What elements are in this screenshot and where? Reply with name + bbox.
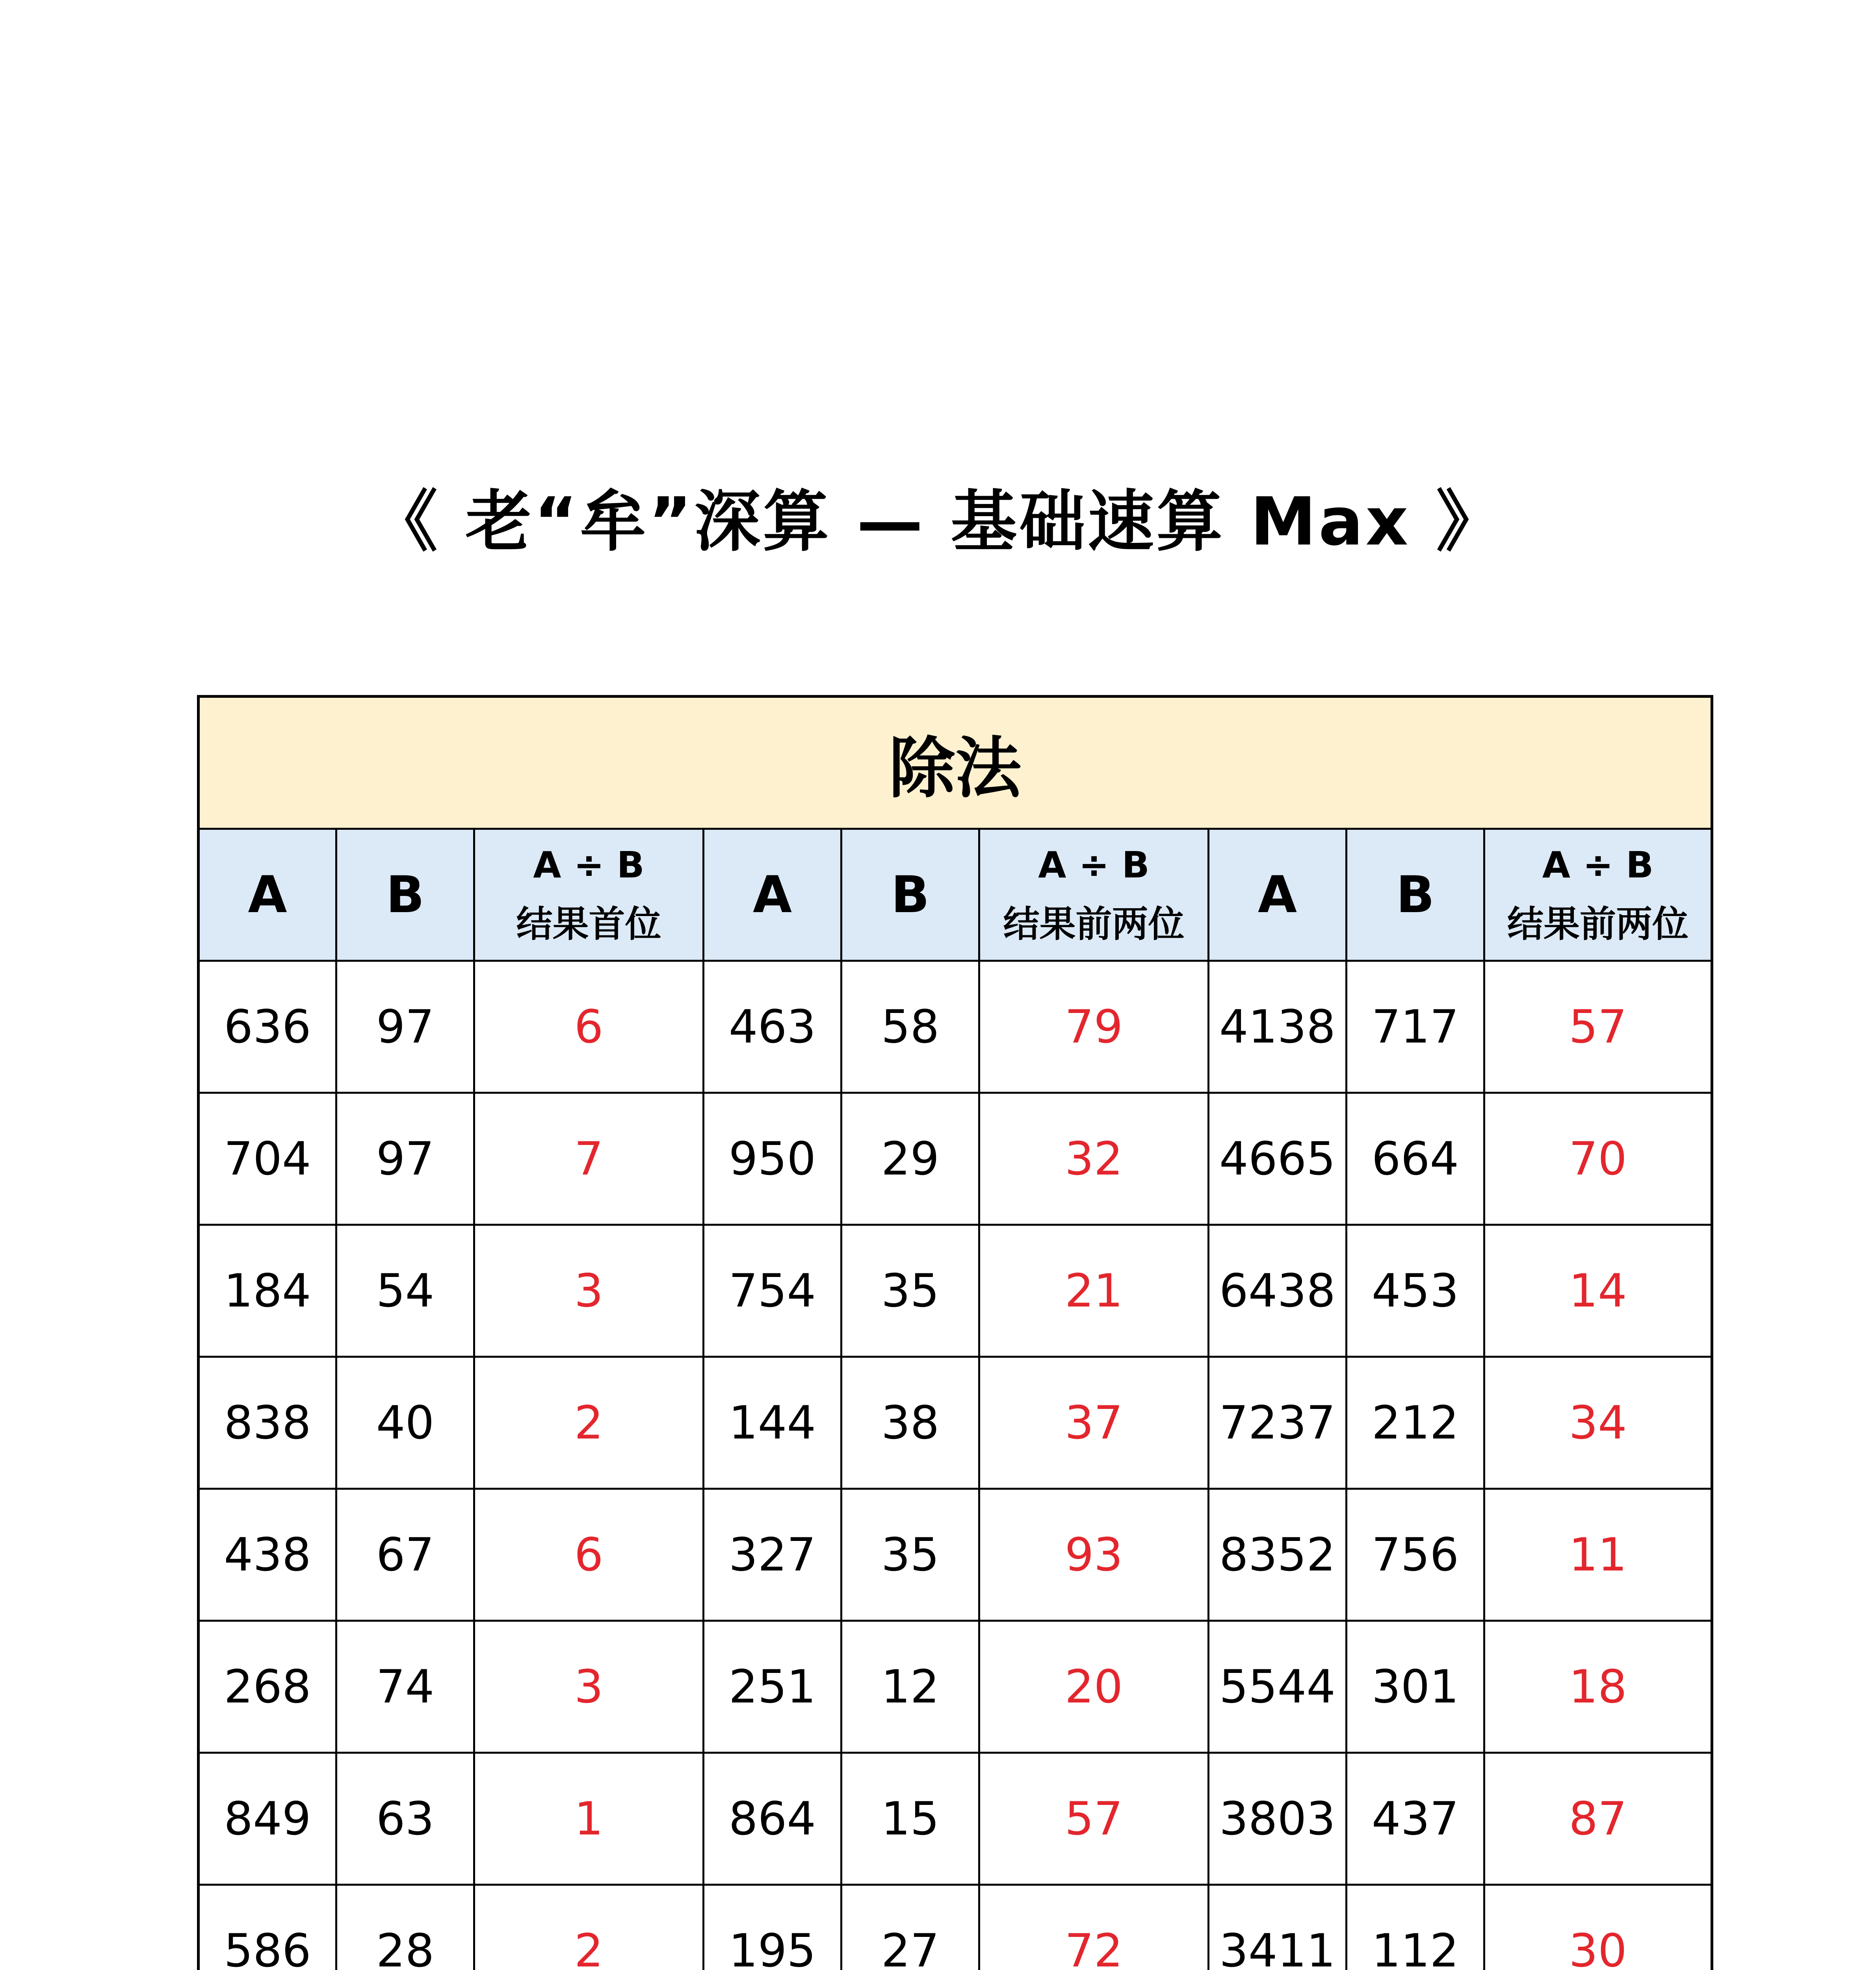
dividend-cell: 7237: [1209, 1357, 1347, 1489]
dividend-cell: 144: [704, 1357, 841, 1489]
answer-cell: 70: [1484, 1093, 1712, 1225]
divisor-cell: 40: [336, 1357, 474, 1489]
divisor-cell: 301: [1347, 1621, 1484, 1753]
answer-cell: 3: [474, 1621, 704, 1753]
divisor-cell: 97: [336, 961, 474, 1093]
dividend-cell: 184: [199, 1225, 336, 1357]
answer-cell: 7: [474, 1093, 704, 1225]
column-header: A: [1209, 829, 1347, 961]
answer-cell: 2: [474, 1885, 704, 1970]
dividend-cell: 463: [704, 961, 841, 1093]
dividend-cell: 327: [704, 1489, 841, 1621]
table-body: [199, 961, 1712, 1970]
column-header: B: [1347, 829, 1484, 961]
dividend-cell: 3411: [1209, 1885, 1347, 1970]
column-header: [979, 829, 1209, 961]
divisor-cell: 112: [1347, 1885, 1484, 1970]
dividend-cell: 754: [704, 1225, 841, 1357]
divisor-cell: 58: [841, 961, 979, 1093]
answer-cell: 1: [474, 1753, 704, 1885]
answer-cell: 3: [474, 1225, 704, 1357]
dividend-cell: 251: [704, 1621, 841, 1753]
column-header-description: 结果前两位: [1003, 903, 1185, 945]
section-row: [199, 697, 1712, 829]
column-header-row: [199, 829, 1712, 961]
divisor-cell: 67: [336, 1489, 474, 1621]
divisor-cell: 437: [1347, 1753, 1484, 1885]
division-worksheet-table: [197, 695, 1713, 1970]
answer-cell: 93: [979, 1489, 1209, 1621]
dividend-cell: 8352: [1209, 1489, 1347, 1621]
column-header-description: 结果首位: [516, 903, 661, 945]
column-header-operation: A ÷ B: [1038, 844, 1150, 886]
answer-cell: 6: [474, 961, 704, 1093]
divisor-cell: 35: [841, 1489, 979, 1621]
answer-cell: 79: [979, 961, 1209, 1093]
divisor-cell: 717: [1347, 961, 1484, 1093]
dividend-cell: 849: [199, 1753, 336, 1885]
table-row: [199, 1753, 1712, 1885]
divisor-cell: 15: [841, 1753, 979, 1885]
dividend-cell: 5544: [1209, 1621, 1347, 1753]
divisor-cell: 63: [336, 1753, 474, 1885]
answer-cell: 14: [1484, 1225, 1712, 1357]
answer-cell: 32: [979, 1093, 1209, 1225]
dividend-cell: 838: [199, 1357, 336, 1489]
column-header: A: [199, 829, 336, 961]
answer-cell: 34: [1484, 1357, 1712, 1489]
divisor-cell: 97: [336, 1093, 474, 1225]
column-header: B: [841, 829, 979, 961]
dividend-cell: 3803: [1209, 1753, 1347, 1885]
dividend-cell: 586: [199, 1885, 336, 1970]
column-header: A: [704, 829, 841, 961]
answer-cell: 87: [1484, 1753, 1712, 1885]
divisor-cell: 35: [841, 1225, 979, 1357]
page-title: 《 老“牟”深算 — 基础速算 Max 》: [371, 483, 1505, 560]
divisor-cell: 28: [336, 1885, 474, 1970]
answer-cell: 20: [979, 1621, 1209, 1753]
table-row: [199, 1621, 1712, 1753]
table-row: [199, 1489, 1712, 1621]
divisor-cell: 27: [841, 1885, 979, 1970]
divisor-cell: 54: [336, 1225, 474, 1357]
dividend-cell: 438: [199, 1489, 336, 1621]
dividend-cell: 268: [199, 1621, 336, 1753]
table-row: [199, 961, 1712, 1093]
column-header-description: 结果前两位: [1507, 903, 1689, 945]
column-header-operation: A ÷ B: [533, 844, 645, 886]
divisor-cell: 74: [336, 1621, 474, 1753]
answer-cell: 57: [979, 1753, 1209, 1885]
answer-cell: 57: [1484, 961, 1712, 1093]
answer-cell: 21: [979, 1225, 1209, 1357]
answer-cell: 30: [1484, 1885, 1712, 1970]
table-row: [199, 1885, 1712, 1970]
column-header-operation: A ÷ B: [1542, 844, 1654, 886]
answer-cell: 2: [474, 1357, 704, 1489]
column-header: [1484, 829, 1712, 961]
column-header: [474, 829, 704, 961]
divisor-cell: 756: [1347, 1489, 1484, 1621]
dividend-cell: 704: [199, 1093, 336, 1225]
divisor-cell: 453: [1347, 1225, 1484, 1357]
dividend-cell: 636: [199, 961, 336, 1093]
answer-cell: 6: [474, 1489, 704, 1621]
dividend-cell: 4138: [1209, 961, 1347, 1093]
dividend-cell: 4665: [1209, 1093, 1347, 1225]
answer-cell: 18: [1484, 1621, 1712, 1753]
column-header: B: [336, 829, 474, 961]
table-row: [199, 1357, 1712, 1489]
divisor-cell: 38: [841, 1357, 979, 1489]
dividend-cell: 6438: [1209, 1225, 1347, 1357]
answer-cell: 37: [979, 1357, 1209, 1489]
dividend-cell: 950: [704, 1093, 841, 1225]
dividend-cell: 195: [704, 1885, 841, 1970]
dividend-cell: 864: [704, 1753, 841, 1885]
answer-cell: 11: [1484, 1489, 1712, 1621]
table-row: [199, 1225, 1712, 1357]
divisor-cell: 664: [1347, 1093, 1484, 1225]
answer-cell: 72: [979, 1885, 1209, 1970]
divisor-cell: 29: [841, 1093, 979, 1225]
section-title: 除法: [199, 697, 1712, 829]
divisor-cell: 212: [1347, 1357, 1484, 1489]
divisor-cell: 12: [841, 1621, 979, 1753]
table-row: [199, 1093, 1712, 1225]
